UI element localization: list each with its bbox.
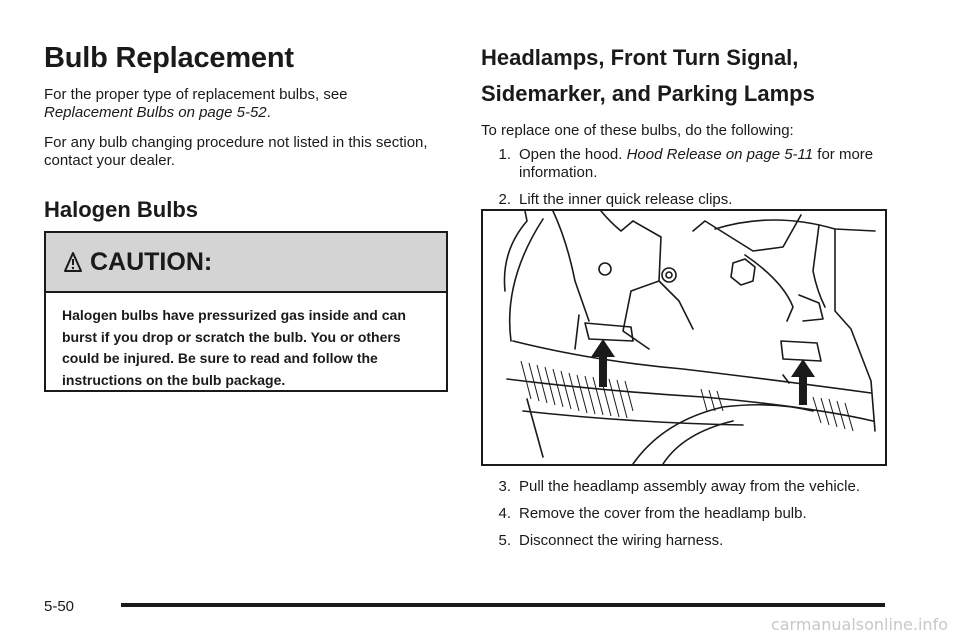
watermark: carmanualsonline.info [770,615,948,634]
left-column [44,40,448,228]
steps-intro: To replace one of these bulbs, do the following: [481,122,794,139]
steps-list-bottom [481,478,886,550]
step-number: 5. [498,532,511,549]
step-text: Pull the headlamp assembly away from the vehicle. [519,478,861,495]
caution-header [46,233,446,293]
caution-title: CAUTION: [90,247,213,276]
warning-triangle-icon [60,249,86,275]
list-item [481,478,886,496]
steps-list-top [481,146,886,209]
page-number: 5-50 [44,598,75,615]
headlamps-heading [481,40,886,112]
step-text [519,146,886,182]
caution-box [44,231,448,392]
step-number: 4. [498,505,511,522]
hood-release-link[interactable]: Hood Release on page 5-11 [626,146,814,163]
headlamps-heading-line1: Headlamps, Front Turn Signal, [481,45,799,70]
headlamps-heading-line2: Sidemarker, and Parking Lamps [481,81,815,106]
caution-text: Halogen bulbs have pressurized gas inside and can burst if you drop or scratch the bulb. You or others could be injured. Be sure to read and follow the instructions on the bulb package. [62,307,406,388]
dealer-paragraph: For any bulb changing procedure not listed in this section, contact your dealer. [44,134,428,169]
replacement-bulbs-link[interactable]: Replacement Bulbs on page 5-52 [44,104,267,121]
step-text: Lift the inner quick release clips. [519,191,733,208]
halogen-heading: Halogen Bulbs [44,197,199,222]
list-item [481,505,886,523]
step-number: 2. [498,191,511,208]
step-text: Remove the cover from the headlamp bulb. [519,505,807,522]
step-1-after: for more information. [519,146,874,181]
step-number: 3. [498,478,511,495]
intro-text: For the proper type of replacement bulbs, see [44,86,348,103]
page-title: Bulb Replacement [44,42,294,74]
right-column [481,40,886,209]
intro-paragraph [44,86,448,122]
list-item [481,532,886,550]
step-text: Disconnect the wiring harness. [519,532,724,549]
step-number: 1. [498,146,511,163]
footer-rule [121,603,885,607]
list-item [481,146,886,182]
headlamp-clip-illustration [481,209,887,466]
illustration-drawing [483,211,885,464]
list-item [481,191,886,209]
intro-period: . [266,104,271,121]
step-1-text: Open the hood. [519,146,623,163]
